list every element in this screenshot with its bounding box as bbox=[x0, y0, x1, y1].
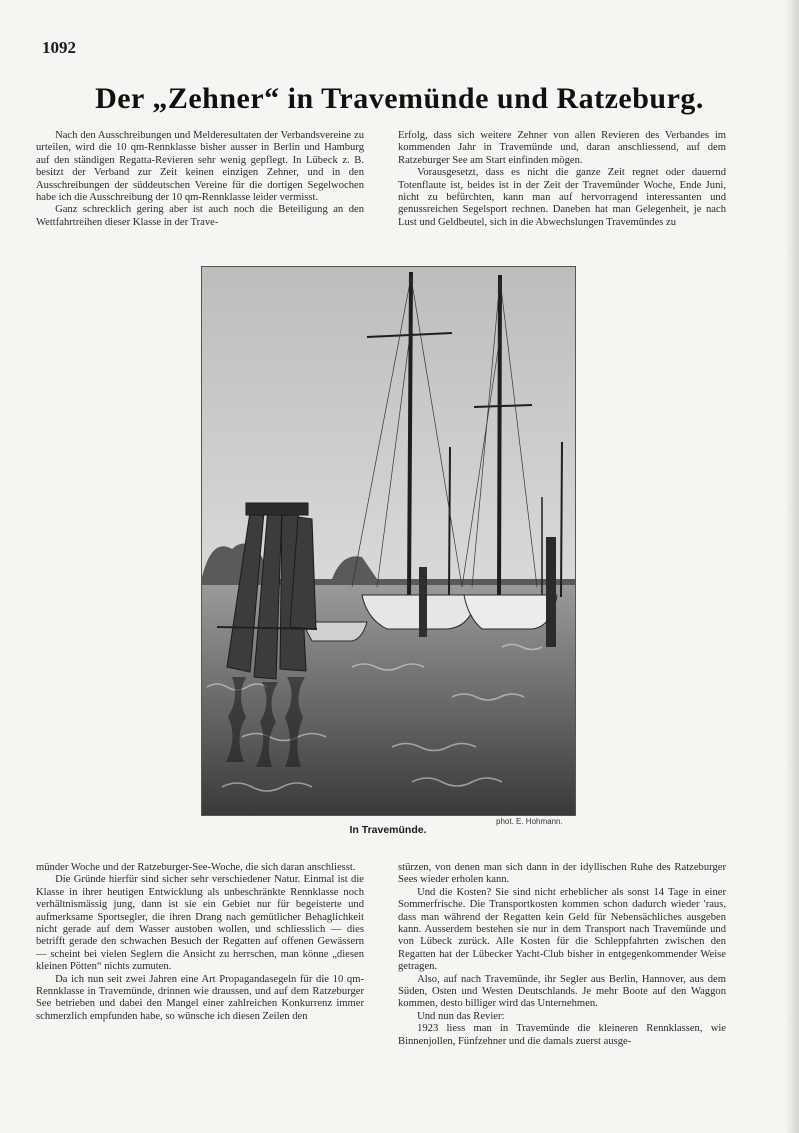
paragraph: Und nun das Revier: bbox=[417, 1010, 505, 1022]
column-top-right bbox=[398, 130, 726, 229]
paragraph: Die Gründe hierfür sind sicher sehr verschiedener Natur. Einmal ist die Klasse in ihrer heutigen Entwicklung als unbeschränkte Rennklasse noch verhältnismässig jung, dann ist sie ein Gebiet nur für begeisterte und aufmerksame Sportsegler, die ihren Drang nach gemütlicher Behaglichkeit nicht gerade auf dem Wasser austoben wollen, und schliesslich — dies betrifft gerade den schwachen Besuch der Regatten auf offenen Gewässern — scheint bei vielen Seglern die Ansicht zu herrschen, man könne „diesen kleinen Pötten“ nichts zumuten. bbox=[36, 874, 364, 973]
paragraph: Und die Kosten? Sie sind nicht erheblicher als sonst 14 Tage in einer Sommerfrische. Die Transportkosten kommen schon dadurch wieder 'raus, dass man während der Regatten kein Geld für Nebensächliches ausgeben kann. Ausserdem bestehen sie nur in dem Transport nach Travemünde und von Lübeck zurück. Alle Kosten für die Schleppfahrten zwischen den Regatten hat der Lübecker Yacht-Club bisher in entgegenkommender Weise getragen. bbox=[398, 886, 726, 973]
harbor-photograph bbox=[201, 266, 576, 816]
column-top-left bbox=[36, 130, 364, 229]
paragraph: Vorausgesetzt, dass es nicht die ganze Zeit regnet oder dauernd Totenflaute ist, beides ist in der Zeit der Travemünder Woche, Ende Juni, nicht zu befürchten, kann man auf hervorragend interessanten und genussreichen Segelsport rechnen. Daneben hat man Gelegenheit, je nach Lust und Geldbeutel, sich in die Abwechslungen Travemündes zu bbox=[398, 167, 726, 228]
page-edge-shadow bbox=[785, 0, 799, 1133]
paragraph: Nach den Ausschreibungen und Melderesultaten der Verbandsvereine zu urteilen, wird die 10 qm-Rennklasse bisher ausser in Berlin und Hamburg auf den ständigen Regatta-Revieren sehr wenig gepflegt. In Lübeck z. B. besitzt der Verband zur Zeit keinen einzigen Zehner, und in den Ausschreibungen der süddeutschen Vereine für die dortigen Segelwochen habe ich die Ausschreibung der 10 qm-Rennklasse leider vermisst. bbox=[36, 130, 364, 204]
page-number: 1092 bbox=[42, 38, 76, 57]
paragraph: Also, auf nach Travemünde, ihr Segler aus Berlin, Hannover, aus dem Süden, Osten und Westen Deutschlands. Je mehr Boote auf den Waggon kommen, desto billiger wird das Unternehmen. bbox=[398, 973, 726, 1010]
paragraph: stürzen, von denen man sich dann in der idyllischen Ruhe des Ratzeburger Sees wieder erholen kann. bbox=[398, 862, 726, 886]
article-title: Der „Zehner“ in Travemünde und Ratzeburg. bbox=[95, 82, 704, 115]
column-bottom-right bbox=[398, 862, 726, 1048]
column-bottom-left bbox=[36, 862, 364, 1023]
photo-credit: phot. E. Hohmann. bbox=[496, 817, 563, 826]
photo-caption: In Travemünde. bbox=[349, 824, 427, 836]
paragraph: münder Woche und der Ratzeburger-See-Woche, die sich daran anschliesst. bbox=[36, 862, 356, 873]
paragraph: 1923 liess man in Travemünde die kleineren Rennklassen, wie Binnenjollen, Fünfzehner und die damals zuerst ausge- bbox=[398, 1023, 726, 1047]
paragraph: Ganz schrecklich gering aber ist auch noch die Beteiligung an den Wettfahrtreihen dieser Klasse in der Trave- bbox=[36, 204, 364, 228]
paragraph: Erfolg, dass sich weitere Zehner von allen Revieren des Verbandes im kommenden Jahr in Travemünde und, daran anschliessend, auf dem Ratzeburger See am Start einfinden mögen. bbox=[398, 130, 726, 166]
paragraph: Da ich nun seit zwei Jahren eine Art Propagandasegeln für die 10 qm-Rennklasse in Travemünde, drinnen wie draussen, und auf dem Ratzeburger See betrieben und dabei den Mangel einer zahlreichen Konkurrenz immer schmerzlich empfunden habe, so wünsche ich diesen Zeilen den bbox=[36, 973, 364, 1022]
